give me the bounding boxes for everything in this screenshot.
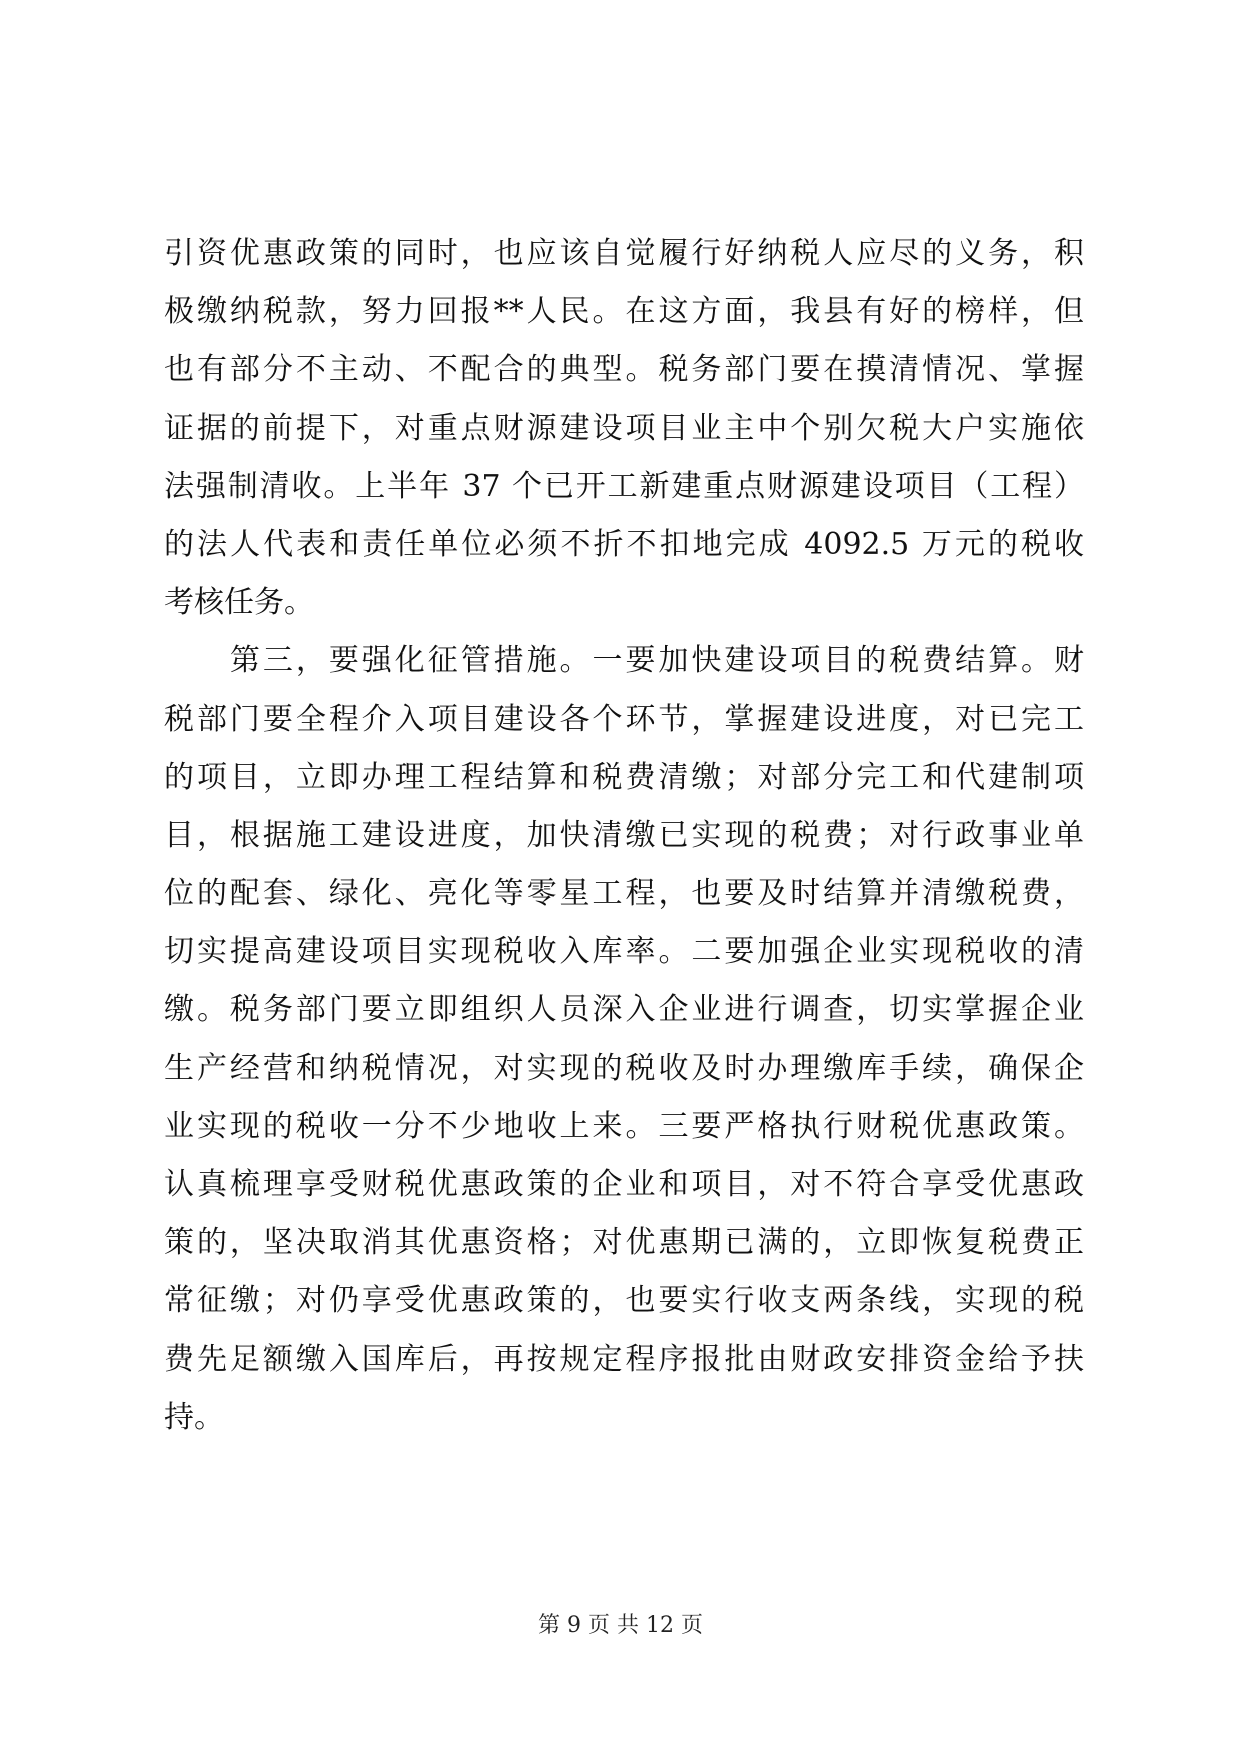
text-line: 生产经营和纳税情况，对实现的税收及时办理缴库手续，确保企 bbox=[164, 1050, 1084, 1086]
text-line: 法强制清收。上半年 37 个已开工新建重点财源建设项目（工程） bbox=[164, 468, 1084, 504]
text-line: 证据的前提下，对重点财源建设项目业主中个别欠税大户实施依 bbox=[164, 410, 1084, 446]
text-line: 的法人代表和责任单位必须不折不扣地完成 4092.5 万元的税收 bbox=[164, 526, 1084, 562]
text-line: 考核任务。 bbox=[164, 585, 314, 621]
text-line: 极缴纳税款，努力回报**人民。在这方面，我县有好的榜样，但 bbox=[164, 294, 1084, 330]
text-line: 位的配套、绿化、亮化等零星工程，也要及时结算并清缴税费， bbox=[164, 876, 1084, 912]
text-line: 费先足额缴入国库后，再按规定程序报批由财政安排资金给予扶 bbox=[164, 1341, 1084, 1377]
text-line: 业实现的税收一分不少地收上来。三要严格执行财税优惠政策。 bbox=[164, 1108, 1084, 1144]
text-line: 缴。税务部门要立即组织人员深入企业进行调查，切实掌握企业 bbox=[164, 992, 1084, 1028]
text-line: 切实提高建设项目实现税收入库率。二要加强企业实现税收的清 bbox=[164, 934, 1084, 970]
text-line: 的项目，立即办理工程结算和税费清缴；对部分完工和代建制项 bbox=[164, 759, 1084, 795]
text-line: 持。 bbox=[164, 1399, 224, 1435]
page-number: 第 9 页 共 12 页 bbox=[538, 1613, 703, 1638]
page-footer bbox=[0, 1612, 1241, 1640]
text-line: 也有部分不主动、不配合的典型。税务部门要在摸清情况、掌握 bbox=[164, 352, 1084, 388]
text-line: 税部门要全程介入项目建设各个环节，掌握建设进度，对已完工 bbox=[164, 701, 1084, 737]
body-text bbox=[164, 225, 1084, 1447]
text-line: 引资优惠政策的同时，也应该自觉履行好纳税人应尽的义务，积 bbox=[164, 236, 1084, 271]
text-line: 认真梳理享受财税优惠政策的企业和项目，对不符合享受优惠政 bbox=[164, 1167, 1084, 1202]
text-line: 策的，坚决取消其优惠资格；对优惠期已满的，立即恢复税费正 bbox=[164, 1225, 1084, 1261]
text-line: 第三，要强化征管措施。一要加快建设项目的税费结算。财 bbox=[164, 643, 1084, 679]
text-line: 目，根据施工建设进度，加快清缴已实现的税费；对行政事业单 bbox=[164, 817, 1084, 853]
text-line: 常征缴；对仍享受优惠政策的，也要实行收支两条线，实现的税 bbox=[164, 1283, 1084, 1319]
